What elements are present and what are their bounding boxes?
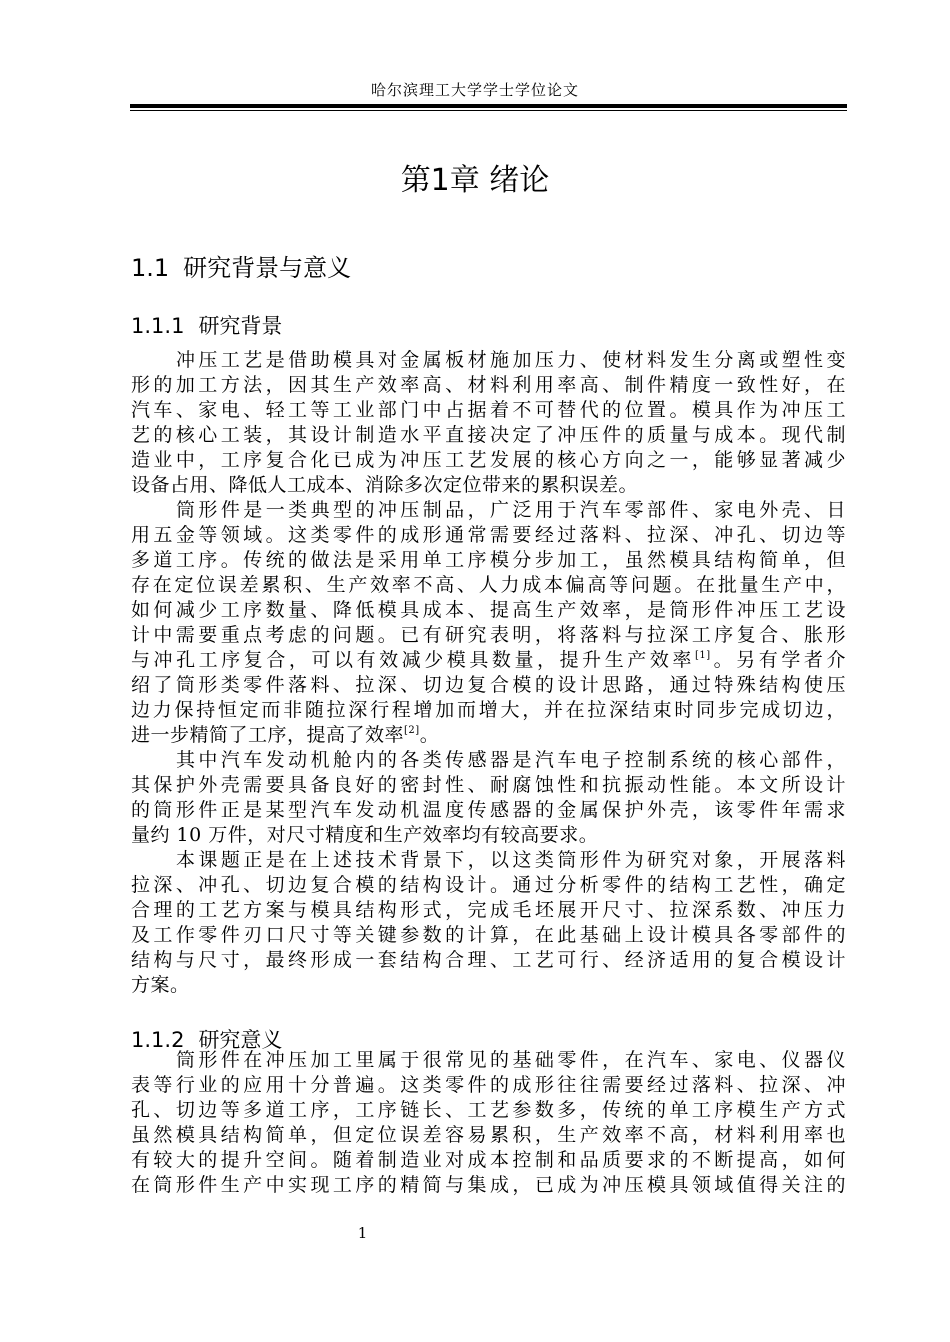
- paragraph-line: 筒形件是一类典型的冲压制品，广泛用于汽车零部件、家电外壳、日: [176, 499, 846, 521]
- paragraph-line: 有较大的提升空间。随着制造业对成本控制和品质要求的不断提高，如何: [131, 1149, 846, 1171]
- paragraph-line: 合理的工艺方案与模具结构形式，完成毛坯展开尺寸、拉深系数、冲压力: [131, 899, 846, 921]
- paragraph-line: 汽车、家电、轻工等工业部门中占据着不可替代的位置。模具作为冲压工: [131, 399, 846, 421]
- paragraph-line: 结构与尺寸，最终形成一套结构合理、工艺可行、经济适用的复合模设计: [131, 949, 846, 971]
- paragraph-line: 绍了筒形类零件落料、拉深、切边复合模的设计思路，通过特殊结构使压: [131, 674, 846, 696]
- page-number: 1: [357, 1224, 368, 1242]
- subsection-number: 1.1.2: [131, 1028, 185, 1052]
- citation-ref[interactable]: [2]: [404, 725, 420, 736]
- paragraph-line: 本课题正是在上述技术背景下，以这类筒形件为研究对象，开展落料: [176, 849, 846, 871]
- citation-text: 进一步精简了工序，提高了效率: [131, 724, 405, 746]
- chapter-title: 第1章 绪论: [400, 163, 550, 198]
- paragraph-line: 计中需要重点考虑的问题。已有研究表明，将落料与拉深工序复合、胀形: [131, 624, 846, 646]
- subsection-number: 1.1.1: [131, 314, 185, 338]
- header-rule-thick: [130, 104, 847, 108]
- citation-tail: 。: [419, 724, 440, 746]
- paragraph-line: 的筒形件正是某型汽车发动机温度传感器的金属保护外壳，该零件年需求: [131, 799, 846, 821]
- paragraph-line: 筒形件在冲压加工里属于很常见的基础零件，在汽车、家电、仪器仪: [176, 1049, 846, 1071]
- paragraph-line: 方案。: [131, 974, 190, 996]
- paragraph-line-with-citation: [131, 723, 846, 748]
- paragraph-line: 表等行业的应用十分普遍。这类零件的成形往往需要经过落料、拉深、冲: [131, 1074, 846, 1096]
- paragraph-line: 存在定位误差累积、生产效率不高、人力成本偏高等问题。在批量生产中，: [131, 574, 846, 596]
- section-title: 研究背景与意义: [183, 254, 352, 282]
- significance-text: [131, 1048, 846, 1198]
- paragraph-line: 用五金等领域。这类零件的成形通常需要经过落料、拉深、冲孔、切边等: [131, 524, 846, 546]
- paragraph-line: 孔、切边等多道工序，工序链长、工艺参数多，传统的单工序模生产方式: [131, 1099, 846, 1121]
- subsection-title: 研究背景: [198, 314, 283, 338]
- citation-ref[interactable]: [1]: [694, 650, 711, 661]
- paragraph-line: 虽然模具结构简单，但定位误差容易累积，生产效率不高，材料利用率也: [131, 1124, 846, 1146]
- paragraph-line: 及工作零件刃口尺寸等关键参数的计算，在此基础上设计模具各零部件的: [131, 924, 846, 946]
- paragraph-line-with-citation: [131, 648, 846, 673]
- subsection-heading-background: [131, 310, 282, 340]
- header-rule-thin: [130, 110, 847, 111]
- paragraph-line: 其保护外壳需要具备良好的密封性、耐腐蚀性和抗振动性能。本文所设计: [131, 774, 846, 796]
- paragraph-line: 造业中，工序复合化已成为冲压工艺发展的核心方向之一，能够显著减少: [131, 449, 846, 471]
- background-text: [131, 348, 846, 998]
- section-number: 1.1: [131, 254, 170, 282]
- paragraph-line: 多道工序。传统的做法是采用单工序模分步加工，虽然模具结构简单，但: [131, 549, 846, 571]
- citation-text: 与冲孔工序复合，可以有效减少模具数量，提升生产效率: [131, 649, 695, 671]
- subsection-title: 研究意义: [198, 1028, 283, 1052]
- paragraph-line: 边力保持恒定而非随拉深行程增加而增大，并在拉深结束时同步完成切边，: [131, 699, 846, 721]
- paragraph-line: 其中汽车发动机舱内的各类传感器是汽车电子控制系统的核心部件，: [176, 749, 846, 771]
- paragraph-line: 艺的核心工装，其设计制造水平直接决定了冲压件的质量与成本。现代制: [131, 424, 846, 446]
- paragraph-line: 量约 10 万件，对尺寸精度和生产效率均有较高要求。: [131, 824, 599, 846]
- citation-tail: 。另有学者介: [710, 649, 846, 671]
- section-heading: [131, 248, 351, 283]
- paragraph-line: 形的加工方法，因其生产效率高、材料利用率高、制件精度一致性好，在: [131, 374, 846, 396]
- paragraph-line: 拉深、冲孔、切边复合模的结构设计。通过分析零件的结构工艺性，确定: [131, 874, 846, 896]
- paragraph-line: 如何减少工序数量、降低模具成本、提高生产效率，是筒形件冲压工艺设: [131, 599, 846, 621]
- running-header: 哈尔滨理工大学学士学位论文: [370, 81, 579, 99]
- paragraph-line: 设备占用、降低人工成本、消除多次定位带来的累积误差。: [131, 474, 639, 496]
- paragraph-line: 在筒形件生产中实现工序的精简与集成，已成为冲压模具领域值得关注的: [131, 1174, 846, 1196]
- paragraph-line: 冲压工艺是借助模具对金属板材施加压力、使材料发生分离或塑性变: [176, 349, 846, 371]
